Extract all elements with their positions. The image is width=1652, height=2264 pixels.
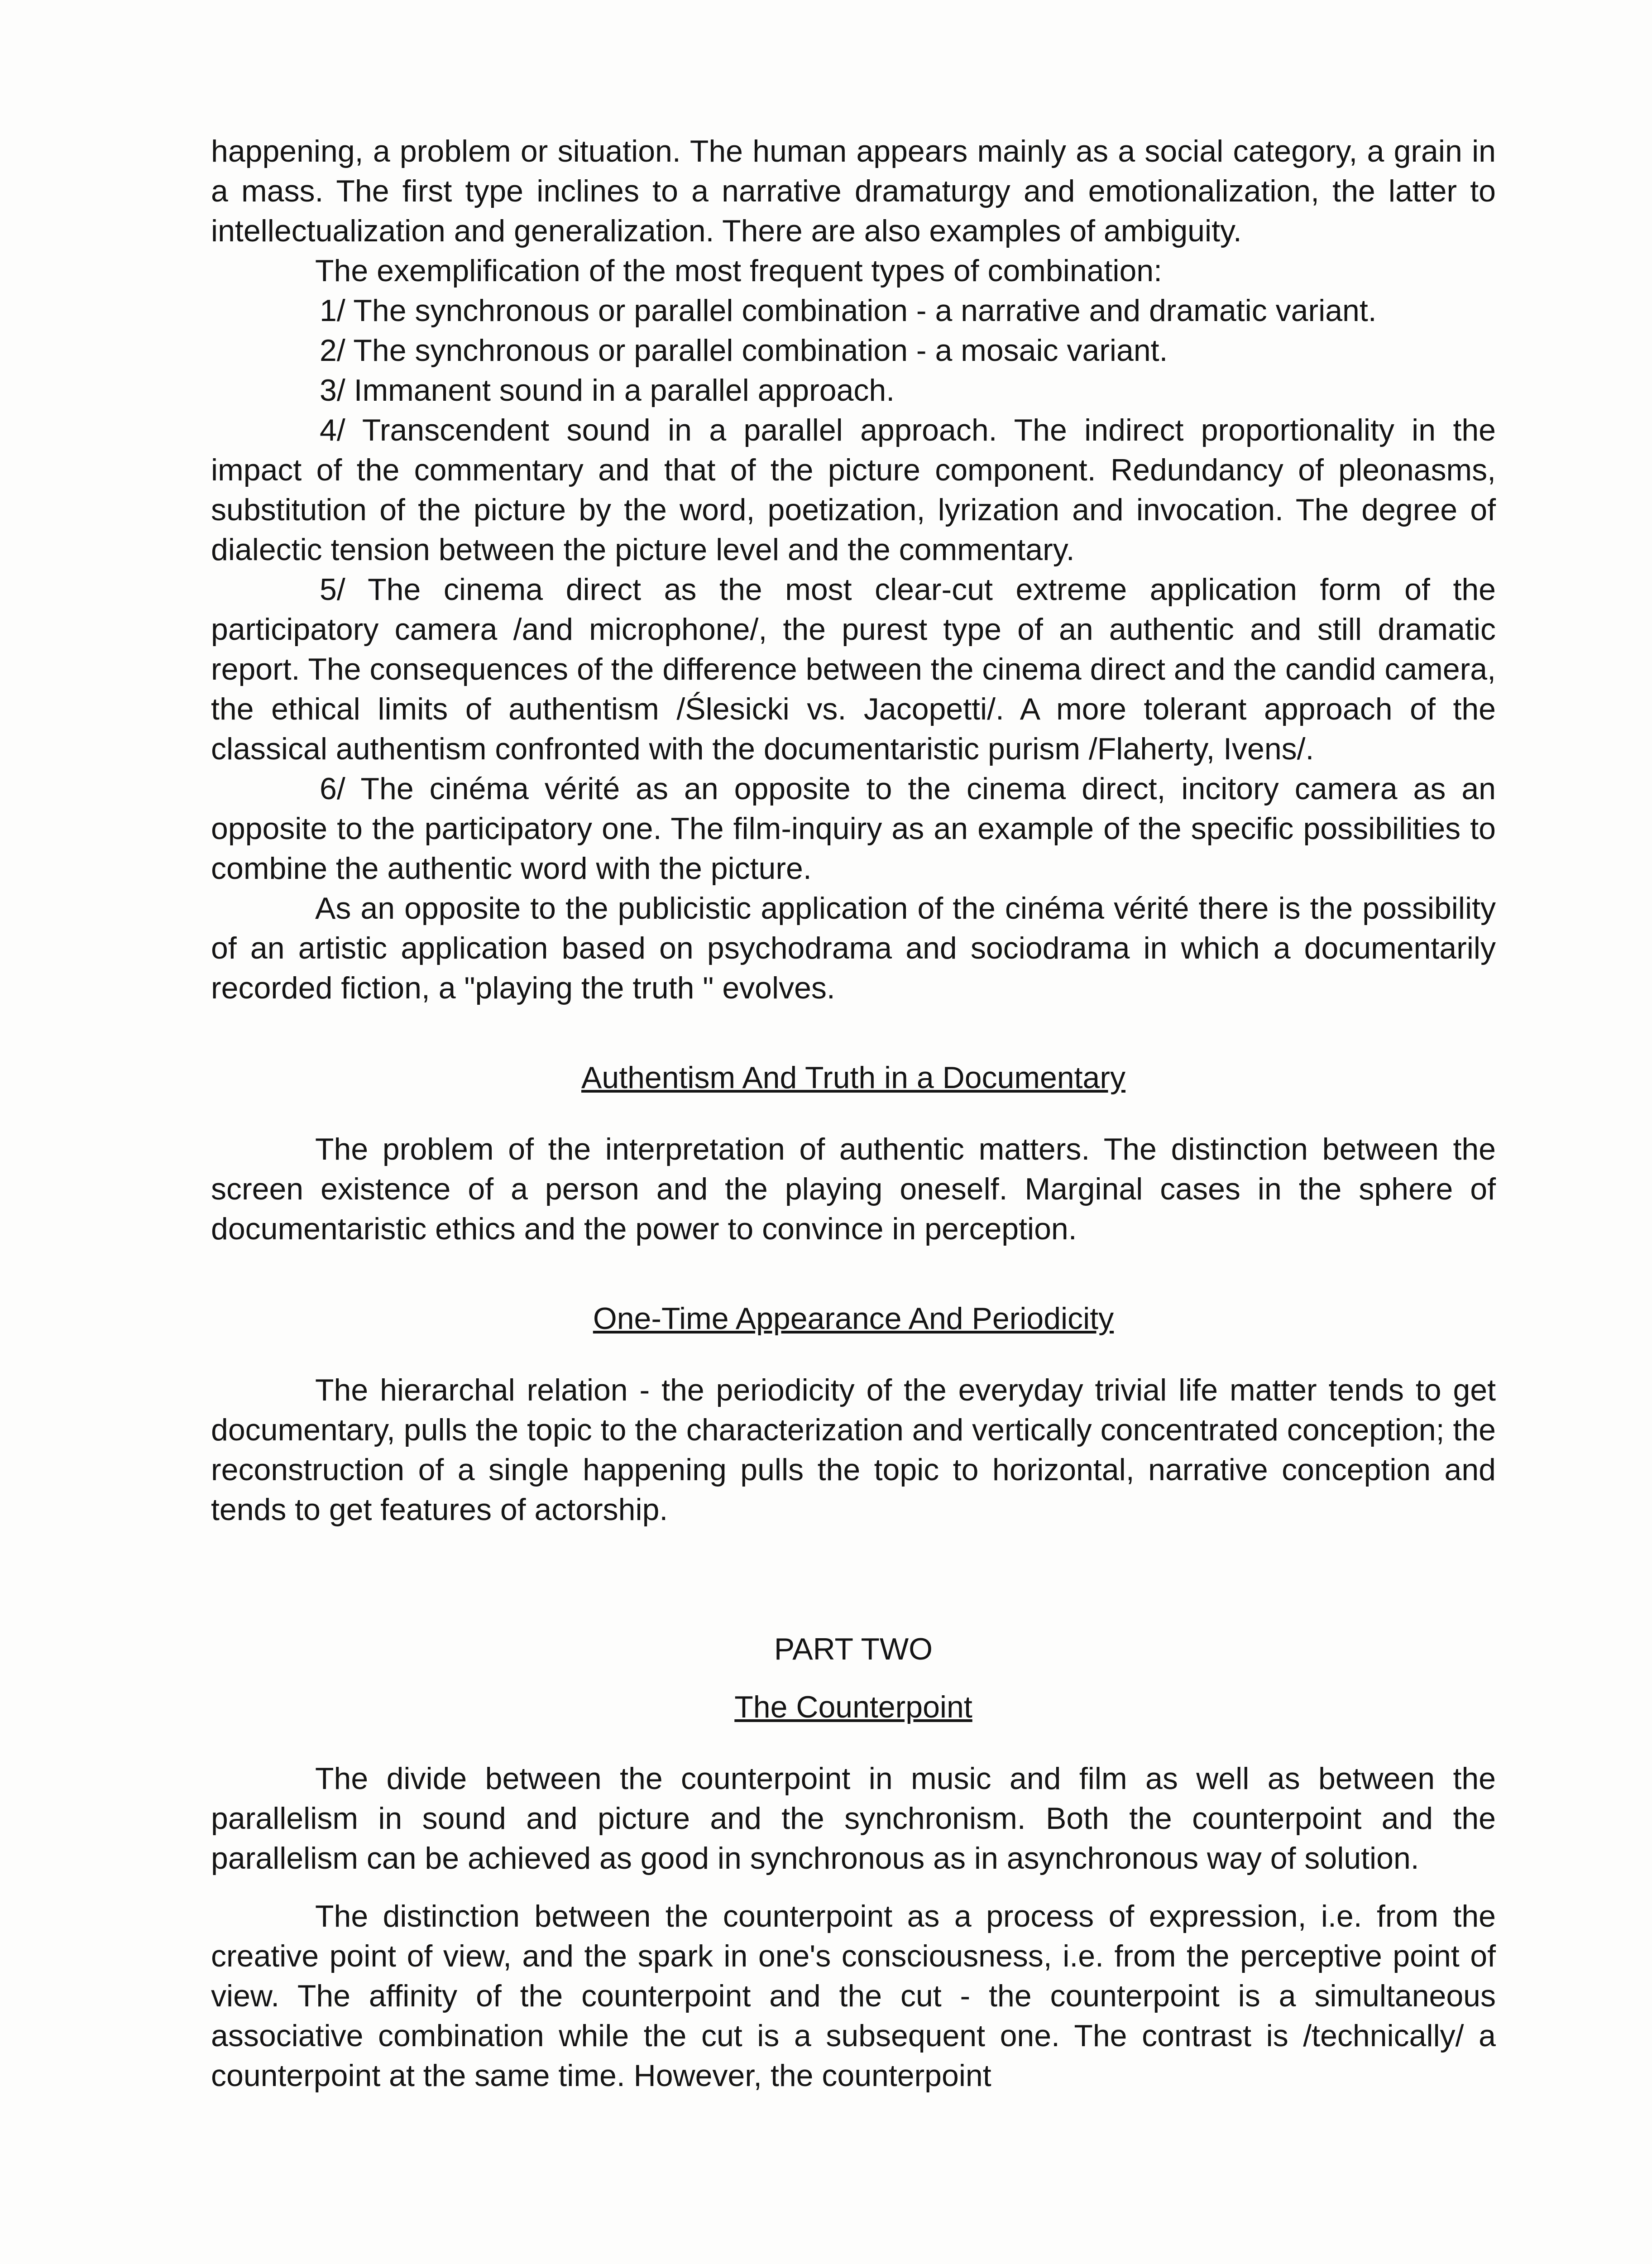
list-item-3: 3/ Immanent sound in a parallel approach. — [320, 373, 895, 408]
list-item-4: 4/ Transcendent sound in a parallel approach. The indirect proportionality in the impact of the commentary and that of the picture component. Redundancy of pleonasms, substitution of the picture by the word, poetization, lyrization and invocation. The degree of dialectic tension between the picture level and the commentary. — [211, 413, 1496, 567]
paragraph-intro: happening, a problem or situation. The human appears mainly as a social category, a grain in a mass. The first type inclines to a narrative dramaturgy and emotionalization, the latter to intellectualization and generalization. There are also examples of ambiguity. — [211, 134, 1496, 248]
paragraph-exemplification: The exemplification of the most frequent types of combination: — [315, 254, 1162, 288]
list-item-2: 2/ The synchronous or parallel combination - a mosaic variant. — [320, 333, 1168, 368]
list-item-1: 1/ The synchronous or parallel combination - a narrative and dramatic variant. — [320, 293, 1377, 328]
list-item-5: 5/ The cinema direct as the most clear-cut extreme application form of the participatory camera /and microphone/, the purest type of an authentic and still dramatic report. The consequences of the difference between the cinema direct and the candid camera, the ethical limits of authentism /Ślesicki vs. Jacopetti/. A more tolerant approach of the classical authentism confronted with the documentaristic purism /Flaherty, Ivens/. — [211, 572, 1496, 766]
paragraph-opposite: As an opposite to the publicistic application of the cinéma vérité there is the possibility of an artistic application based on psychodrama and sociodrama in which a documentarily recorded fiction, a "playing the truth " evolves. — [211, 891, 1496, 1005]
heading-counterpoint: The Counterpoint — [734, 1690, 972, 1724]
text-block — [211, 131, 1496, 2096]
part-two-title: PART TWO — [774, 1632, 933, 1666]
paragraph-counterpoint-divide: The divide between the counterpoint in music and film as well as between the parallelism in sound and picture and the synchronism. Both the counterpoint and the parallelism can be achieved as good in synchronous as in asynchronous way of solution. — [211, 1761, 1496, 1875]
heading-onetime: One-Time Appearance And Periodicity — [593, 1301, 1114, 1336]
paragraph-onetime: The hierarchal relation - the periodicity of the everyday trivial life matter tends to get documentary, pulls the topic to the characterization and vertically concentrated conception; the reconstruction of a single happening pulls the topic to horizontal, narrative conception and tends to get features of actorship. — [211, 1373, 1496, 1527]
list-item-6: 6/ The cinéma vérité as an opposite to the cinema direct, incitory camera as an opposite to the participatory one. The film-inquiry as an example of the specific possibilities to combine the authentic word with the picture. — [211, 772, 1496, 886]
paragraph-counterpoint-distinction: The distinction between the counterpoint as a process of expression, i.e. from the creative point of view, and the spark in one's consciousness, i.e. from the perceptive point of view. The affinity of the counterpoint and the cut - the counterpoint is a simultaneous associative combination while the cut is a subsequent one. The contrast is /technically/ a counterpoint at the same time. However, the counterpoint — [211, 1899, 1496, 2093]
heading-authentism: Authentism And Truth in a Documentary — [581, 1060, 1125, 1095]
paragraph-authentism: The problem of the interpretation of authentic matters. The distinction between the screen existence of a person and the playing oneself. Marginal cases in the sphere of documentaristic ethics and the power to convince in perception. — [211, 1132, 1496, 1246]
